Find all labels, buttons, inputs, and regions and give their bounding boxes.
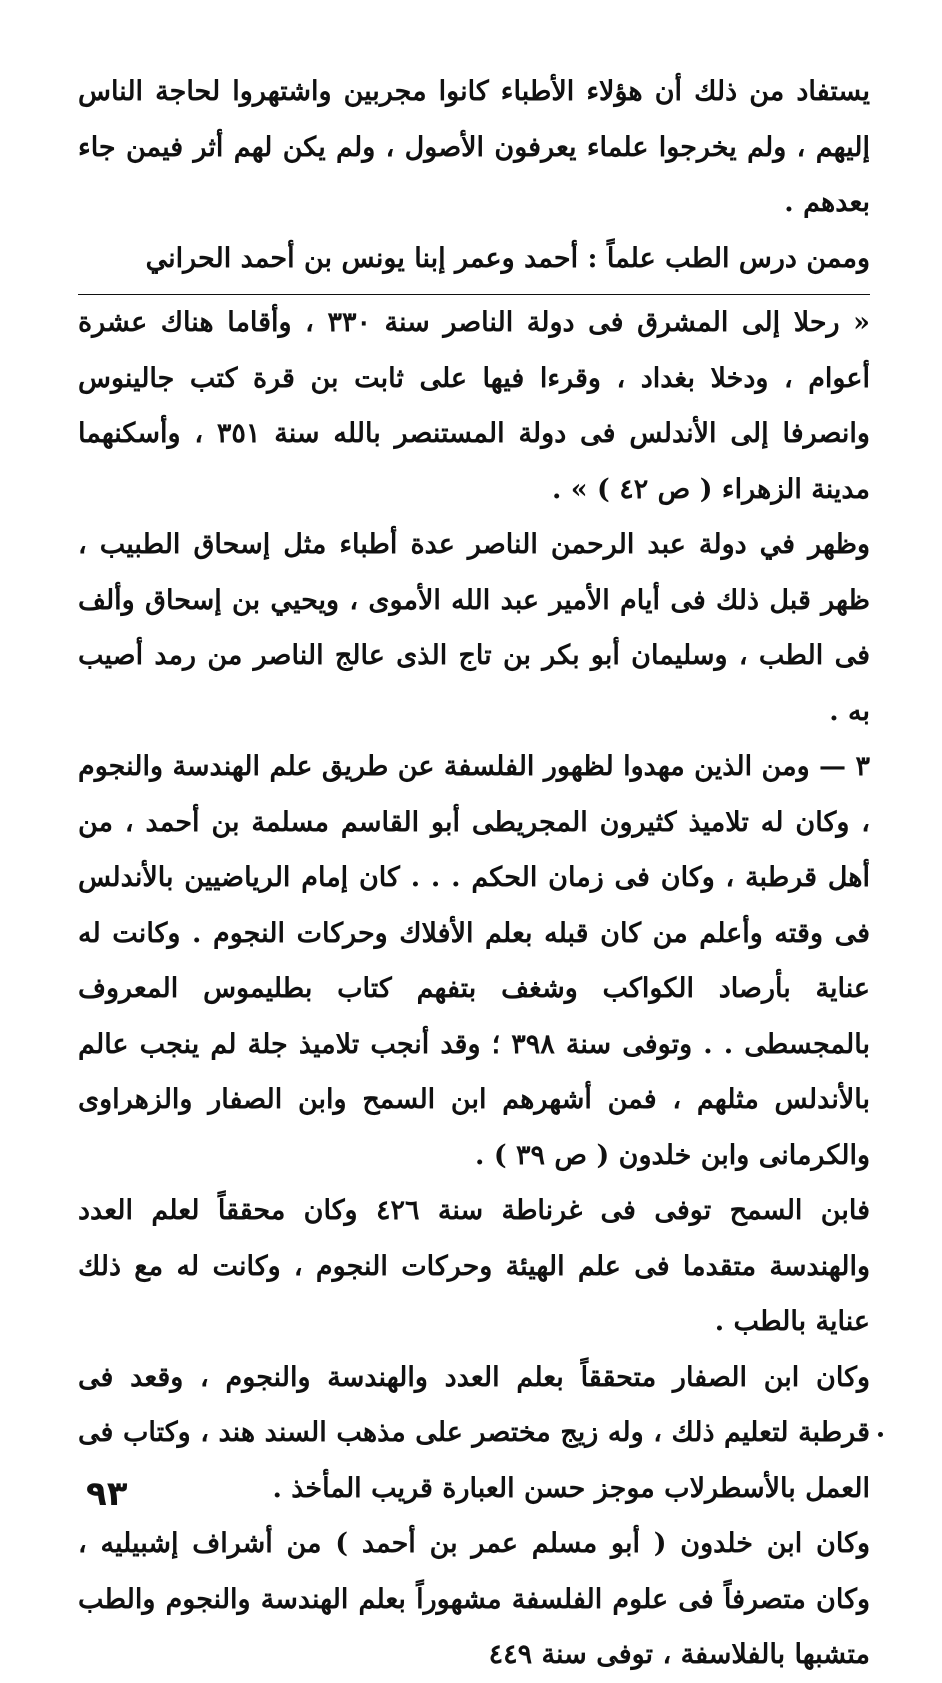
paragraph-1: يستفاد من ذلك أن هؤلاء الأطباء كانوا مجربين واشتهروا لحاجة الناس إليهم ، ولم يخرجوا علماء يعرفون الأصول ، ولم يكن لهم أثر فيمن جاء بعدهم . bbox=[78, 76, 870, 218]
body-text bbox=[78, 64, 870, 1683]
paragraph-7: وكان ابن الصفار متحققاً بعلم العدد والهندسة والنجوم ، وقعد فى قرطبة لتعليم ذلك ، وله زيج مختصر على مذهب السند هند ، وكتاب فى العمل بالأسطرلاب موجز حسن العبارة قريب المأخذ . bbox=[78, 1361, 870, 1504]
paragraph-6: فابن السمح توفى فى غرناطة سنة ٤٢٦ وكان محققاً لعلم العدد والهندسة متقدما فى علم الهيئة وحركات النجوم ، وكانت له مع ذلك عناية بالطب . bbox=[78, 1195, 870, 1337]
paragraph-3-quote: « رحلا إلى المشرق فى دولة الناصر سنة ٣٣٠ ، وأقاما هناك عشرة أعوام ، ودخلا بغداد ، وقرءا فيها على ثابت بن قرة كتب جالينوس وانصرفا إلى الأندلس فى دولة المستنصر بالله سنة ٣٥١ ، وأسكنهما مدينة الزهراء ( ص ٤٢ ) » . bbox=[78, 307, 870, 505]
quote-block bbox=[78, 294, 870, 517]
page-number: ٩٣ bbox=[86, 1474, 128, 1514]
paragraph-5: ٣ — ومن الذين مهدوا لظهور الفلسفة عن طريق علم الهندسة والنجوم ، وكان له تلاميذ كثيرون المجريطى أبو القاسم مسلمة بن أحمد ، من أهل قرطبة ، وكان فى زمان الحكم . . . كان إمام الرياضيين بالأندلس فى وقته وأعلم من كان قبله بعلم الأفلاك وحركات النجوم . وكانت له عناية بأرصاد الكواكب وشغف بتفهم كتاب بطليموس المعروف بالمجسطى . . وتوفى سنة ٣٩٨ ؛ وقد أنجب تلاميذ جلة لم ينجب عالم بالأندلس مثلهم ، فمن أشهرهم ابن السمح وابن الصفار والزهراوى والكرمانى وابن خلدون ( ص ٣٩ ) . bbox=[78, 751, 871, 1171]
paragraph-2: وممن درس الطب علماً : أحمد وعمر إبنا يونس بن أحمد الحراني bbox=[145, 242, 870, 274]
stray-dot-mark bbox=[878, 1432, 883, 1437]
paragraph-8: وكان ابن خلدون ( أبو مسلم عمر بن أحمد ) من أشراف إشبيليه ، وكان متصرفاً فى علوم الفلسفة مشهوراً بعلم الهندسة والنجوم والطب متشبها بالفلاسفة ، توفى سنة ٤٤٩ bbox=[78, 1528, 870, 1670]
paragraph-4: وظهر في دولة عبد الرحمن الناصر عدة أطباء مثل إسحاق الطبيب ، ظهر قبل ذلك فى أيام الأمير عبد الله الأموى ، ويحيي بن إسحاق وألف فى الطب ، وسليمان أبو بكر بن تاج الذى عالج الناصر من رمد أصيب به . bbox=[78, 529, 870, 727]
